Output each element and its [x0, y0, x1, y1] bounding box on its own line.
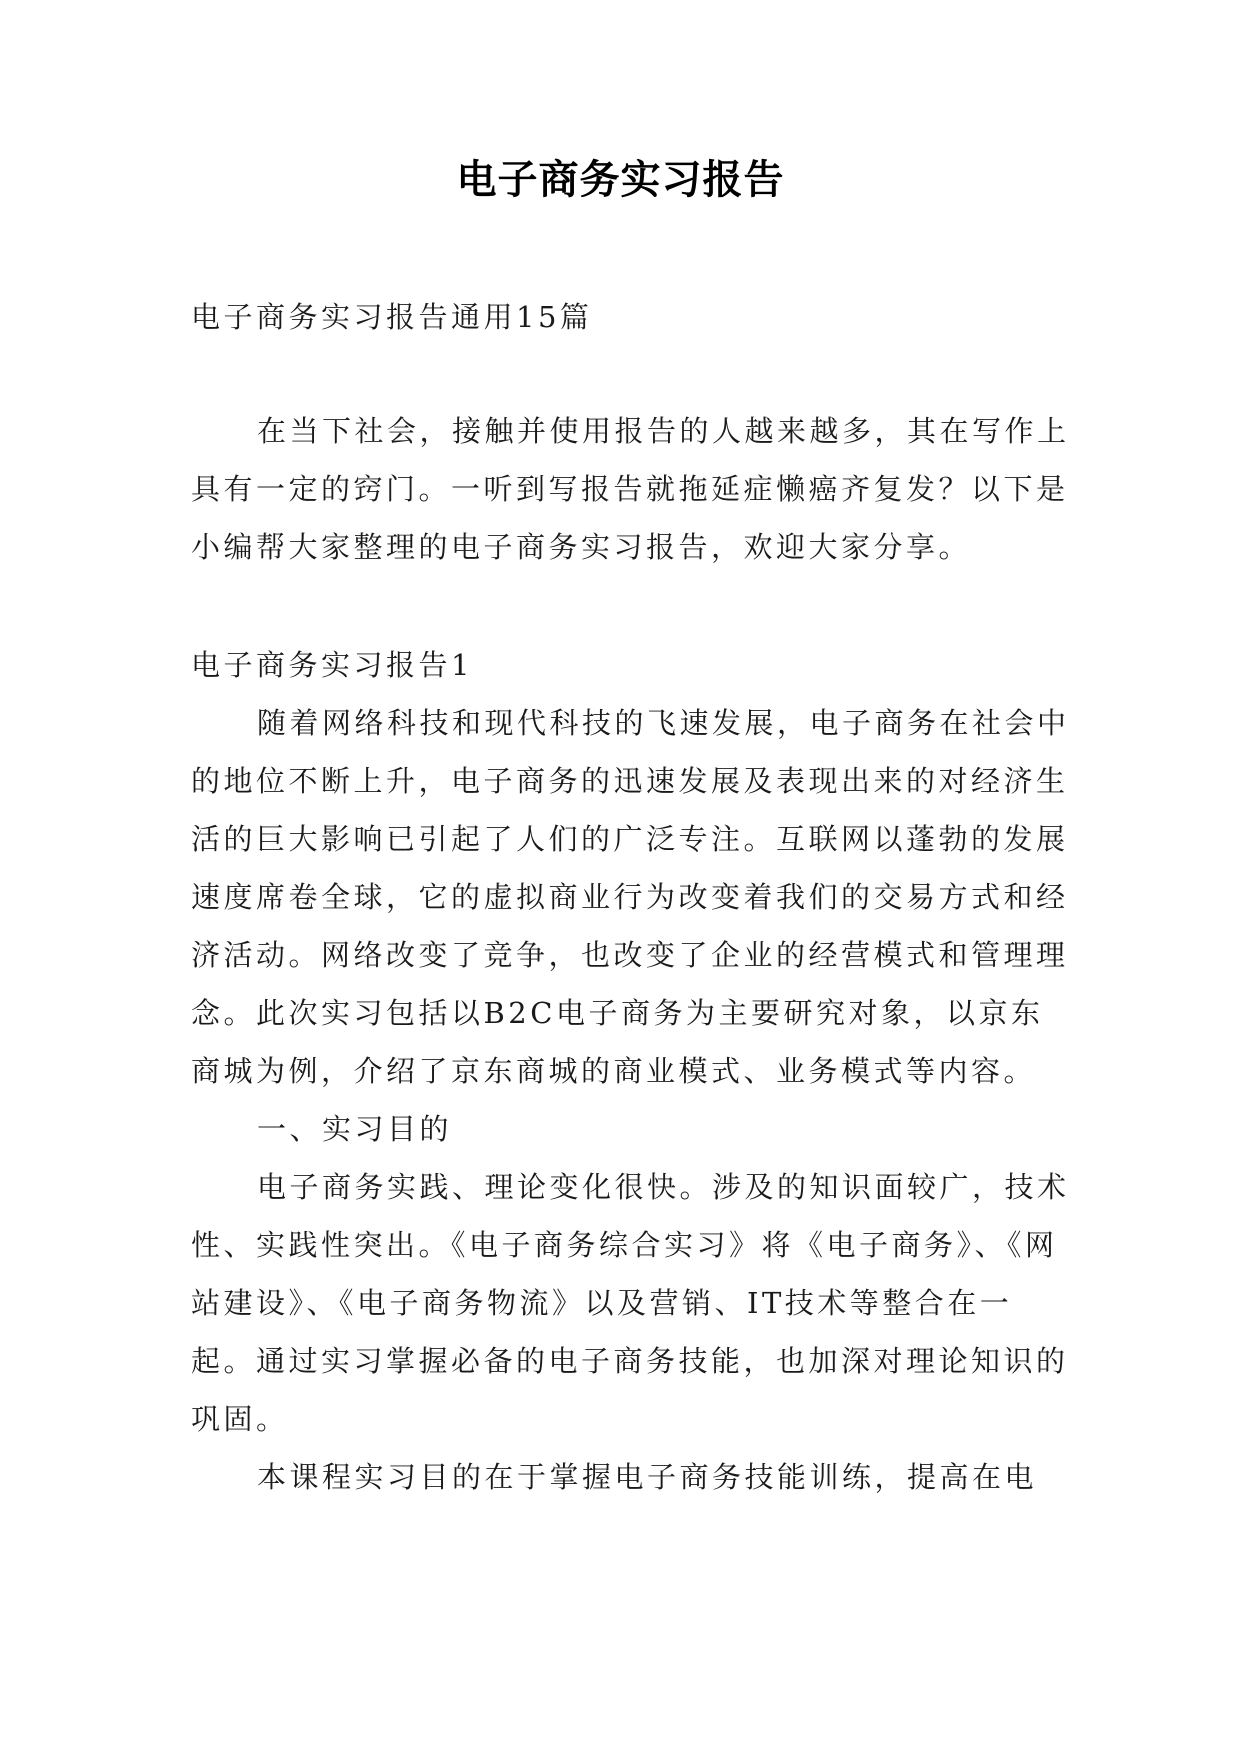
section-heading: 电子商务实习报告1	[191, 648, 473, 682]
intro-block	[191, 402, 1071, 576]
intro-paragraph: 在当下社会，接触并使用报告的人越来越多，其在写作上具有一定的窍门。一听到写报告就拖延症懒癌齐复发？以下是小编帮大家整理的电子商务实习报告，欢迎大家分享。	[191, 414, 1070, 564]
section-paragraph: 本课程实习目的在于掌握电子商务技能训练，提高在电	[257, 1460, 1038, 1494]
document-subtitle: 电子商务实习报告通用15篇	[191, 300, 593, 334]
section-paragraph: 电子商务实践、理论变化很快。涉及的知识面较广，技术性、实践性突出。《电子商务综合实习》将《电子商务》、《网站建设》、《电子商务物流》以及营销、IT技术等整合在一起。通过实习掌握必备的电子商务技能，也加深对理论知识的巩固。	[191, 1170, 1070, 1436]
section-1	[191, 636, 1071, 1506]
section-subheading: 一、实习目的	[257, 1112, 453, 1146]
section-paragraph: 随着网络科技和现代科技的飞速发展，电子商务在社会中的地位不断上升，电子商务的迅速发展及表现出来的对经济生活的巨大影响已引起了人们的广泛专注。互联网以蓬勃的发展速度席卷全球，它的虚拟商业行为改变着我们的交易方式和经济活动。网络改变了竞争，也改变了企业的经营模式和管理理念。此次实习包括以B2C电子商务为主要研究对象，以京东商城为例，介绍了京东商城的商业模式、业务模式等内容。	[191, 706, 1070, 1088]
document-title: 电子商务实习报告	[456, 156, 785, 203]
